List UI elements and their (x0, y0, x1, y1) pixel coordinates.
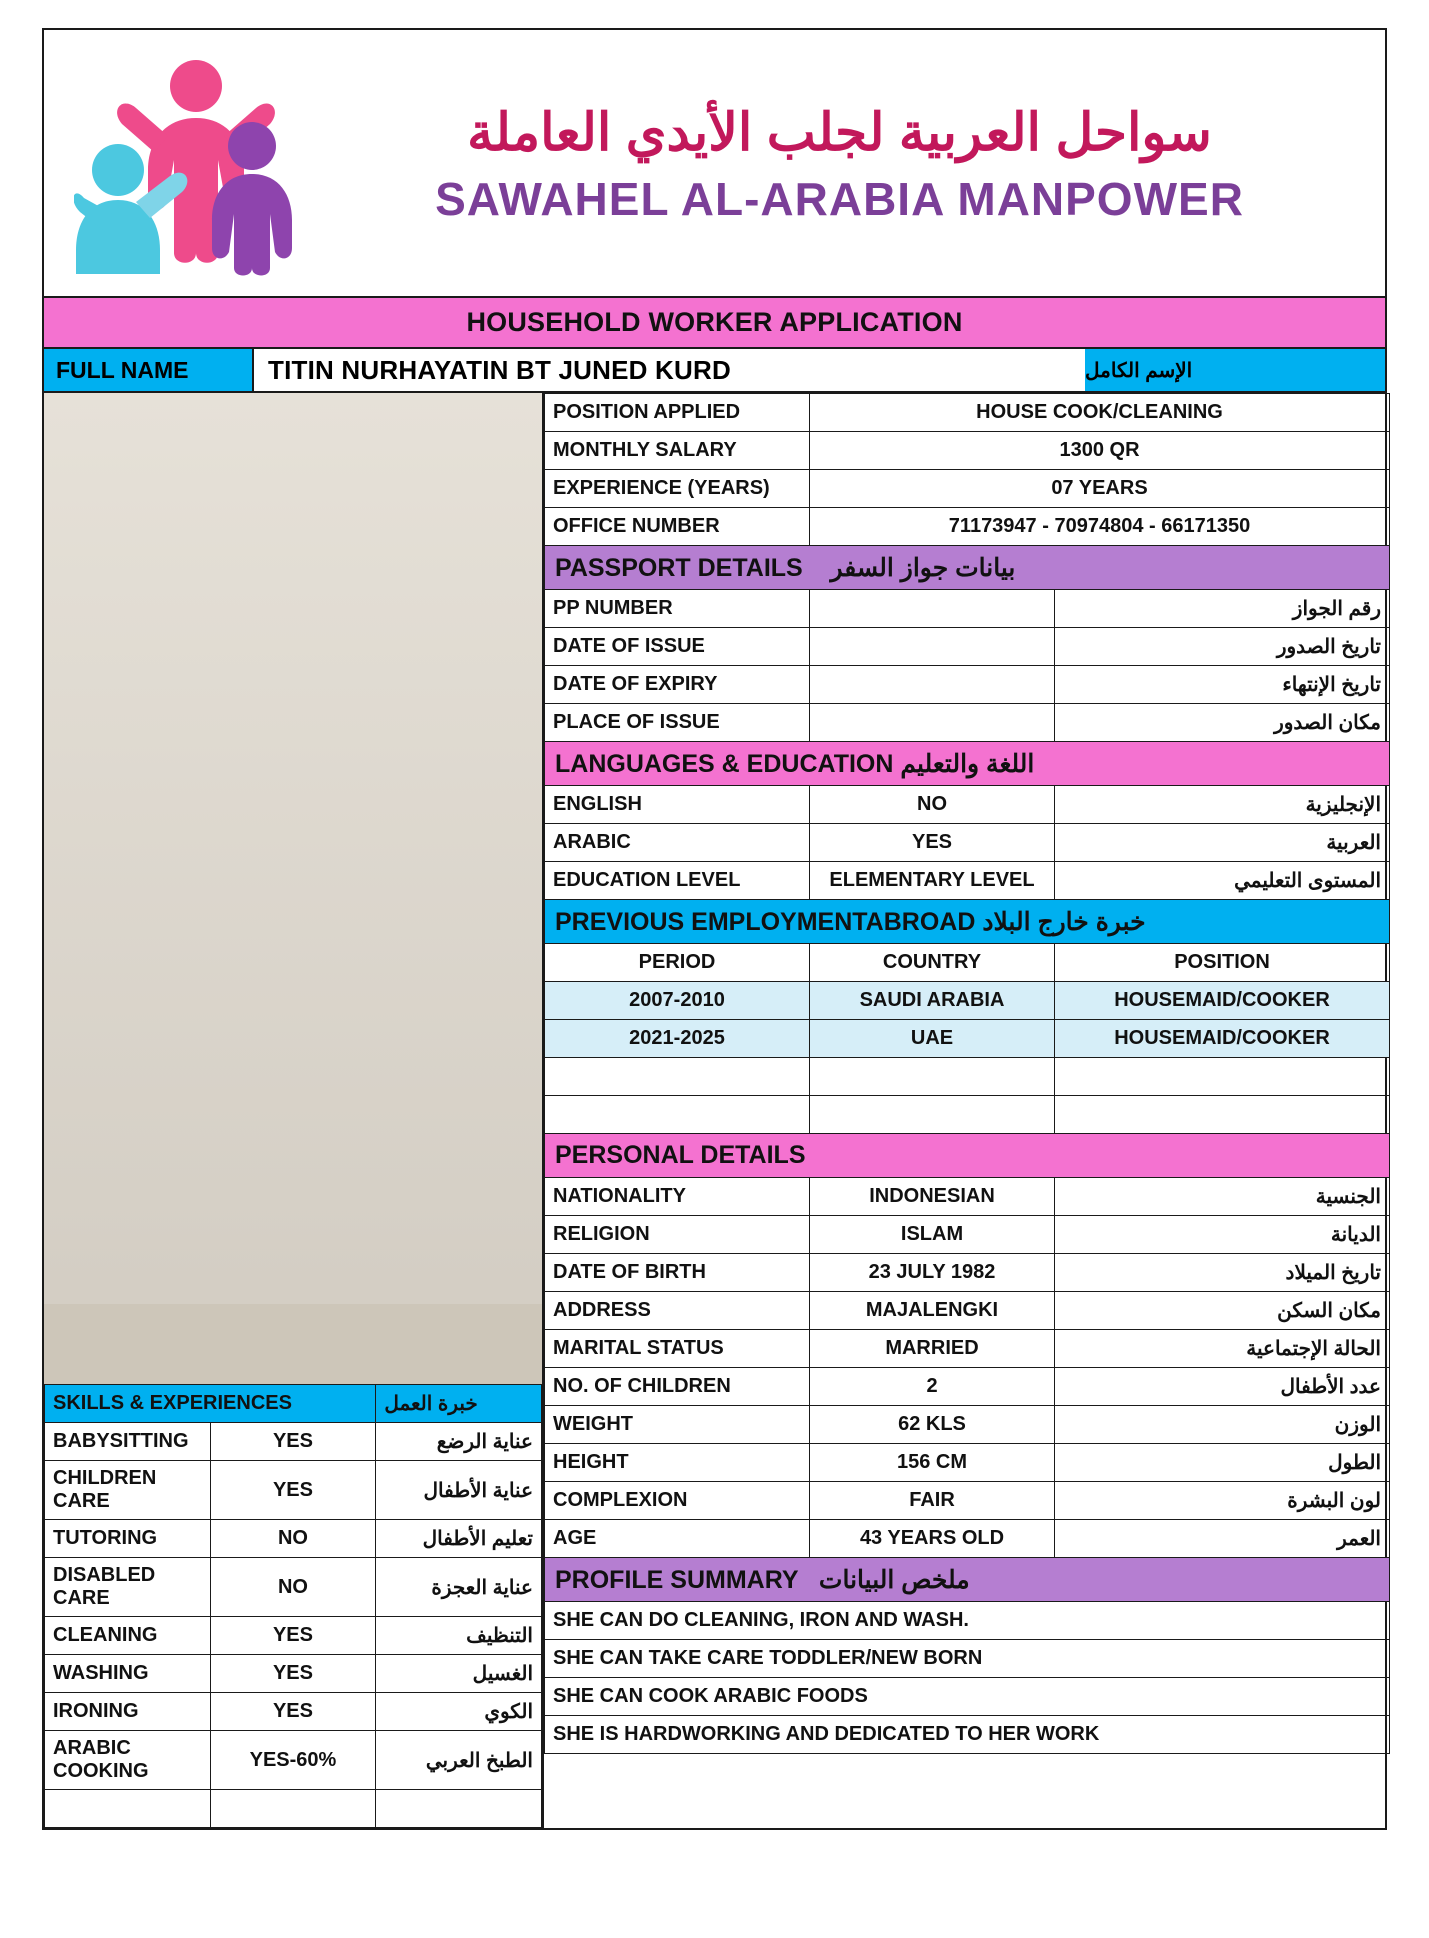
address-value: MAJALENGKI (810, 1292, 1055, 1330)
table-row (545, 1602, 1390, 1640)
employment-period (545, 1058, 810, 1096)
marital-status-label-arabic: الحالة الإجتماعية (1055, 1330, 1390, 1368)
skill-label: DISABLED CARE (45, 1558, 211, 1617)
address-label-arabic: مكان السكن (1055, 1292, 1390, 1330)
table-row-empty (45, 1790, 542, 1828)
skill-label-arabic: تعليم الأطفال (376, 1520, 542, 1558)
skill-label: CHILDREN CARE (45, 1461, 211, 1520)
profile-summary-heading-arabic: ملخص البيانات (818, 1565, 970, 1594)
languages-section-heading (545, 742, 1390, 786)
age-label: AGE (545, 1520, 810, 1558)
place-of-issue-label: PLACE OF ISSUE (545, 704, 810, 742)
complexion-label-arabic: لون البشرة (1055, 1482, 1390, 1520)
employment-period: 2021-2025 (545, 1020, 810, 1058)
company-logo (54, 38, 314, 288)
monthly-salary-label: MONTHLY SALARY (545, 432, 810, 470)
table-row (545, 824, 1390, 862)
passport-heading: PASSPORT DETAILS (555, 553, 803, 582)
form-header (44, 30, 1385, 298)
children-count-label-arabic: عدد الأطفال (1055, 1368, 1390, 1406)
skill-value: YES (210, 1693, 376, 1731)
skills-heading-row (45, 1385, 542, 1423)
table-row (45, 1461, 542, 1520)
full-name-label-arabic: الإسم الكامل (1085, 349, 1385, 391)
skill-label: CLEANING (45, 1617, 211, 1655)
skill-label-arabic: عناية العجزة (376, 1558, 542, 1617)
table-row (45, 1520, 542, 1558)
pp-number-value (810, 590, 1055, 628)
skills-heading-arabic: خبرة العمل (376, 1385, 542, 1423)
previous-employment-section-heading (545, 900, 1390, 944)
table-row (545, 1520, 1390, 1558)
children-count-label: NO. OF CHILDREN (545, 1368, 810, 1406)
employment-position (1055, 1096, 1390, 1134)
employment-country: UAE (810, 1020, 1055, 1058)
table-row (545, 394, 1390, 432)
complexion-value: FAIR (810, 1482, 1055, 1520)
profile-summary-line: SHE CAN DO CLEANING, IRON AND WASH. (545, 1602, 1390, 1640)
weight-label-arabic: الوزن (1055, 1406, 1390, 1444)
pp-number-label-arabic: رقم الجواز (1055, 590, 1390, 628)
table-row (545, 1292, 1390, 1330)
languages-heading-arabic: اللغة والتعليم (900, 749, 1035, 778)
passport-section-heading (545, 546, 1390, 590)
profile-summary-heading: PROFILE SUMMARY (555, 1565, 799, 1594)
skills-heading: SKILLS & EXPERIENCES (45, 1385, 376, 1423)
position-applied-value: HOUSE COOK/CLEANING (810, 394, 1390, 432)
column-country: COUNTRY (810, 944, 1055, 982)
nationality-label: NATIONALITY (545, 1178, 810, 1216)
table-row (545, 786, 1390, 824)
height-label: HEIGHT (545, 1444, 810, 1482)
skill-value: YES-60% (210, 1731, 376, 1790)
marital-status-label: MARITAL STATUS (545, 1330, 810, 1368)
education-level-label: EDUCATION LEVEL (545, 862, 810, 900)
office-number-label: OFFICE NUMBER (545, 508, 810, 546)
table-row (45, 1731, 542, 1790)
weight-value: 62 KLS (810, 1406, 1055, 1444)
age-value: 43 YEARS OLD (810, 1520, 1055, 1558)
weight-label: WEIGHT (545, 1406, 810, 1444)
table-row (545, 1096, 1390, 1134)
form-body (44, 393, 1385, 1828)
skill-value: YES (210, 1655, 376, 1693)
religion-label-arabic: الديانة (1055, 1216, 1390, 1254)
application-form (42, 28, 1387, 1830)
brand-block (314, 101, 1375, 226)
brand-name-english: SAWAHEL AL-ARABIA MANPOWER (435, 172, 1244, 225)
skill-value: YES (210, 1423, 376, 1461)
applicant-photo (44, 393, 542, 1384)
arabic-label-arabic: العربية (1055, 824, 1390, 862)
table-row (545, 590, 1390, 628)
employment-country (810, 1058, 1055, 1096)
column-period: PERIOD (545, 944, 810, 982)
table-row (45, 1423, 542, 1461)
address-label: ADDRESS (545, 1292, 810, 1330)
personal-section-heading (545, 1134, 1390, 1178)
two-people-logo-icon (74, 48, 294, 278)
table-row (545, 1216, 1390, 1254)
previous-employment-heading: PREVIOUS EMPLOYMENTABROAD (555, 907, 976, 936)
skill-label: BABYSITTING (45, 1423, 211, 1461)
complexion-label: COMPLEXION (545, 1482, 810, 1520)
table-row (545, 1406, 1390, 1444)
left-column (44, 393, 544, 1828)
column-position: POSITION (1055, 944, 1390, 982)
skill-label: ARABIC COOKING (45, 1731, 211, 1790)
skill-label: WASHING (45, 1655, 211, 1693)
arabic-value: YES (810, 824, 1055, 862)
date-of-issue-label: DATE OF ISSUE (545, 628, 810, 666)
skill-label: TUTORING (45, 1520, 211, 1558)
marital-status-value: MARRIED (810, 1330, 1055, 1368)
personal-heading: PERSONAL DETAILS (545, 1134, 1390, 1178)
full-name-value: TITIN NURHAYATIN BT JUNED KURD (254, 349, 1085, 391)
languages-heading: LANGUAGES & EDUCATION (555, 749, 894, 778)
employment-period: 2007-2010 (545, 982, 810, 1020)
position-applied-label: POSITION APPLIED (545, 394, 810, 432)
table-row (545, 1020, 1390, 1058)
education-level-value: ELEMENTARY LEVEL (810, 862, 1055, 900)
date-of-expiry-label-arabic: تاريخ الإنتهاء (1055, 666, 1390, 704)
table-row (545, 1482, 1390, 1520)
skill-value: NO (210, 1520, 376, 1558)
table-row (545, 1058, 1390, 1096)
skill-value: YES (210, 1617, 376, 1655)
skill-label-arabic: عناية الرضع (376, 1423, 542, 1461)
religion-value: ISLAM (810, 1216, 1055, 1254)
height-value: 156 CM (810, 1444, 1055, 1482)
skill-label-arabic: الطبخ العربي (376, 1731, 542, 1790)
skill-label-arabic: الكوي (376, 1693, 542, 1731)
employment-position: HOUSEMAID/COOKER (1055, 1020, 1390, 1058)
table-row (545, 1640, 1390, 1678)
table-row (545, 432, 1390, 470)
table-row (45, 1693, 542, 1731)
table-row (545, 704, 1390, 742)
age-label-arabic: العمر (1055, 1520, 1390, 1558)
pp-number-label: PP NUMBER (545, 590, 810, 628)
table-row (545, 862, 1390, 900)
date-of-issue-label-arabic: تاريخ الصدور (1055, 628, 1390, 666)
english-label: ENGLISH (545, 786, 810, 824)
height-label-arabic: الطول (1055, 1444, 1390, 1482)
table-row (545, 470, 1390, 508)
skills-table (44, 1384, 542, 1828)
full-name-row (44, 349, 1385, 393)
table-row (545, 1330, 1390, 1368)
religion-label: RELIGION (545, 1216, 810, 1254)
nationality-label-arabic: الجنسية (1055, 1178, 1390, 1216)
employment-position: HOUSEMAID/COOKER (1055, 982, 1390, 1020)
place-of-issue-value (810, 704, 1055, 742)
skill-value: NO (210, 1558, 376, 1617)
table-row (545, 1254, 1390, 1292)
full-name-label: FULL NAME (44, 349, 254, 391)
right-column (544, 393, 1390, 1828)
table-row (545, 1716, 1390, 1754)
profile-summary-section-heading (545, 1558, 1390, 1602)
date-of-birth-label: DATE OF BIRTH (545, 1254, 810, 1292)
employment-country: SAUDI ARABIA (810, 982, 1055, 1020)
skill-label: IRONING (45, 1693, 211, 1731)
experience-label: EXPERIENCE (YEARS) (545, 470, 810, 508)
arabic-label: ARABIC (545, 824, 810, 862)
brand-name-arabic: سواحل العربية لجلب الأيدي العاملة (467, 103, 1212, 162)
skill-label-arabic: الغسيل (376, 1655, 542, 1693)
place-of-issue-label-arabic: مكان الصدور (1055, 704, 1390, 742)
profile-summary-line: SHE CAN COOK ARABIC FOODS (545, 1678, 1390, 1716)
date-of-birth-value: 23 JULY 1982 (810, 1254, 1055, 1292)
date-of-birth-label-arabic: تاريخ الميلاد (1055, 1254, 1390, 1292)
nationality-value: INDONESIAN (810, 1178, 1055, 1216)
employment-country (810, 1096, 1055, 1134)
passport-heading-arabic: بيانات جواز السفر (830, 553, 1016, 582)
table-row (545, 508, 1390, 546)
experience-value: 07 YEARS (810, 470, 1390, 508)
date-of-expiry-value (810, 666, 1055, 704)
table-row (45, 1558, 542, 1617)
details-table (544, 393, 1390, 1754)
table-row (545, 982, 1390, 1020)
table-row (545, 1368, 1390, 1406)
previous-employment-heading-arabic: خبرة خارج البلاد (982, 907, 1146, 936)
date-of-expiry-label: DATE OF EXPIRY (545, 666, 810, 704)
table-row (545, 1444, 1390, 1482)
employment-position (1055, 1058, 1390, 1096)
skill-value: YES (210, 1461, 376, 1520)
previous-employment-columns (545, 944, 1390, 982)
employment-period (545, 1096, 810, 1134)
date-of-issue-value (810, 628, 1055, 666)
profile-summary-line: SHE CAN TAKE CARE TODDLER/NEW BORN (545, 1640, 1390, 1678)
table-row (545, 1678, 1390, 1716)
page-title: HOUSEHOLD WORKER APPLICATION (44, 298, 1385, 349)
education-level-label-arabic: المستوى التعليمي (1055, 862, 1390, 900)
table-row (545, 628, 1390, 666)
table-row (45, 1655, 542, 1693)
english-value: NO (810, 786, 1055, 824)
profile-summary-line: SHE IS HARDWORKING AND DEDICATED TO HER WORK (545, 1716, 1390, 1754)
english-label-arabic: الإنجليزية (1055, 786, 1390, 824)
monthly-salary-value: 1300 QR (810, 432, 1390, 470)
table-row (545, 666, 1390, 704)
skill-label-arabic: التنظيف (376, 1617, 542, 1655)
skill-label-arabic: عناية الأطفال (376, 1461, 542, 1520)
office-number-value: 71173947 - 70974804 - 66171350 (810, 508, 1390, 546)
table-row (545, 1178, 1390, 1216)
table-row (45, 1617, 542, 1655)
children-count-value: 2 (810, 1368, 1055, 1406)
